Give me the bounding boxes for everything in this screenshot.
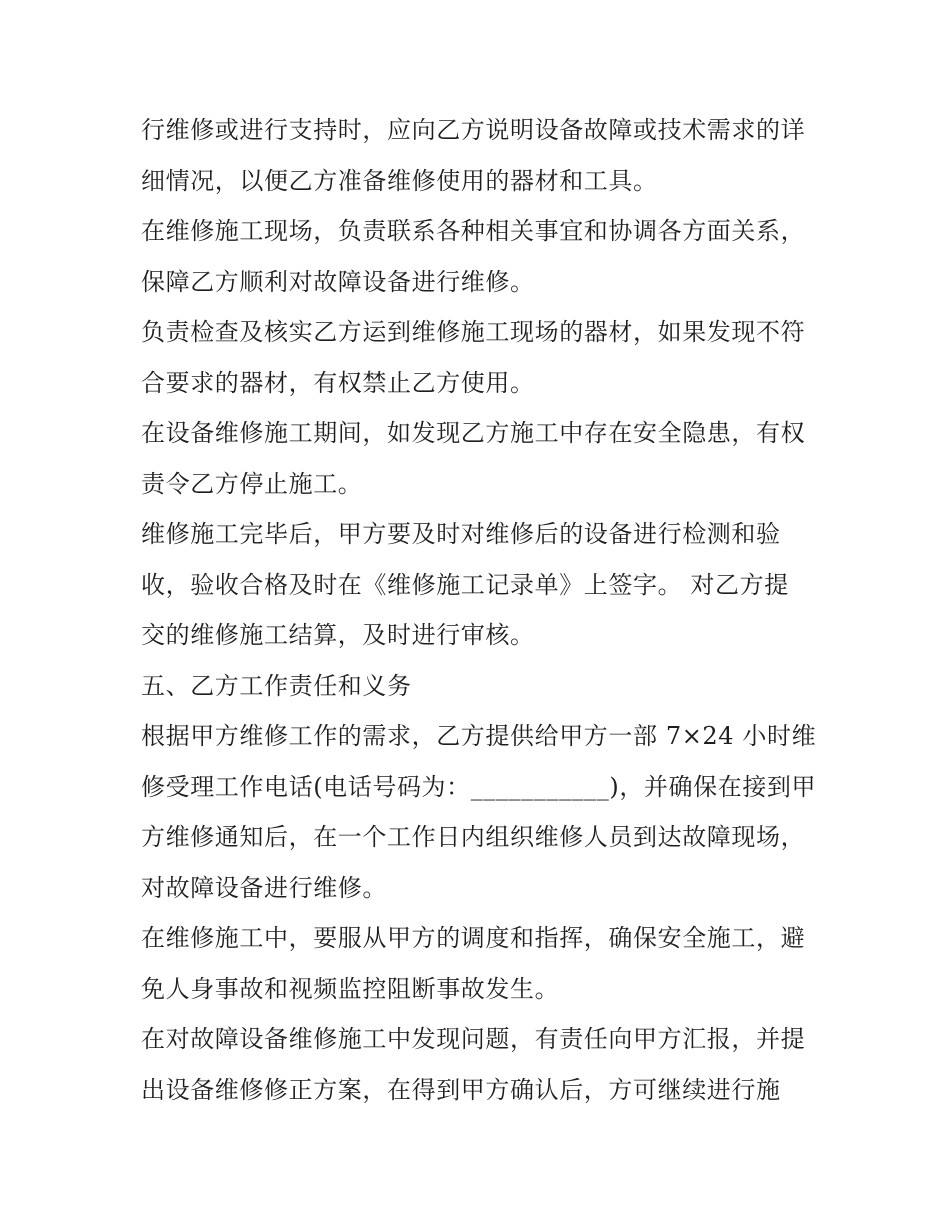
text-line: 保障乙方顺利对故障设备进行维修。 [141, 267, 535, 296]
text-line: 在维修施工现场，负责联系各种相关事宜和协调各方面关系， [141, 217, 806, 245]
text-line: 细情况，以便乙方准备维修使用的器材和工具。 [141, 166, 658, 195]
text-line: 免人身事故和视频监控阻断事故发生。 [141, 974, 560, 1003]
text-line: 在设备维修施工期间，如发现乙方施工中存在安全隐患，有权 [141, 419, 806, 447]
text-line: 合要求的器材，有权禁止乙方使用。 [141, 368, 535, 397]
text-line: 收，验收合格及时在《维修施工记录单》上签字。 对乙方提 [141, 570, 789, 599]
text-line: 在对故障设备维修施工中发现问题，有责任向甲方汇报，并提 [141, 1025, 806, 1053]
text-line: 在维修施工中，要服从甲方的调度和指挥，确保安全施工，避 [141, 924, 806, 952]
text-line: 方维修通知后，在一个工作日内组织维修人员到达故障现场， [141, 823, 806, 851]
document-body [141, 105, 821, 1115]
text-line: 行维修或进行支持时，应向乙方说明设备故障或技术需求的详 [141, 116, 806, 144]
text-line: 对故障设备进行维修。 [141, 873, 387, 902]
section-heading: 五、乙方工作责任和义务 [141, 671, 412, 700]
text-line: 根据甲方维修工作的需求，乙方提供给甲方一部 7×24 小时维 [141, 722, 817, 750]
text-line: 修受理工作电话(电话号码为：___________)，并确保在接到甲 [141, 772, 817, 801]
text-line: 维修施工完毕后，甲方要及时对维修后的设备进行检测和验 [141, 520, 781, 548]
text-line: 出设备维修修正方案，在得到甲方确认后，方可继续进行施 [141, 1075, 781, 1104]
text-line: 负责检查及核实乙方运到维修施工现场的器材，如果发现不符 [141, 318, 806, 346]
text-line: 交的维修施工结算，及时进行审核。 [141, 621, 535, 649]
text-line: 责令乙方停止施工。 [141, 469, 363, 498]
